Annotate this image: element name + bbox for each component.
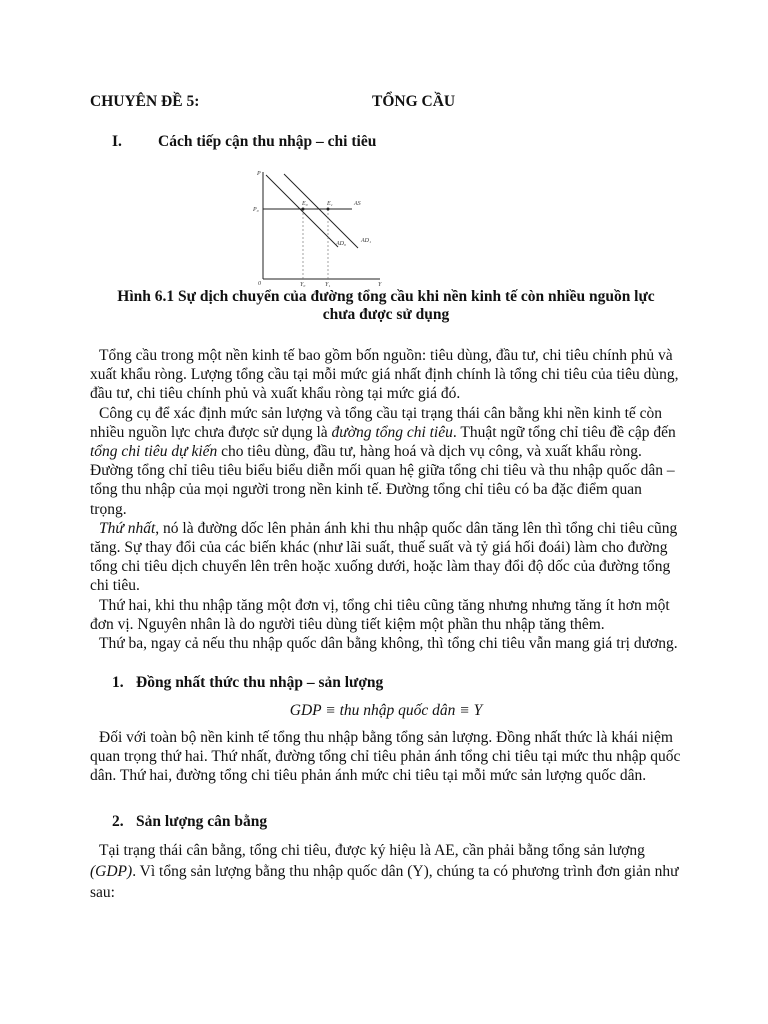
e0-point: [302, 208, 305, 211]
origin-label: 0: [258, 281, 261, 287]
section-numeral: I.: [112, 133, 122, 150]
paragraph-4: Thứ hai, khi thu nhập tăng một đơn vị, tổng chi tiêu cũng tăng nhưng nhưng tăng ít hơn một đơn vị. Nguyên nhân là do người tiêu dùng tiết kiệm một phần thu nhập tăng thêm.: [90, 596, 670, 633]
e1-label: E₁: [327, 201, 333, 207]
subsection-1-title: Đồng nhất thức thu nhập – sản lượng: [136, 674, 384, 691]
e1-point: [327, 208, 330, 211]
x-axis-label: Y: [378, 282, 382, 288]
ad0-curve: [266, 175, 338, 247]
figure-caption: [90, 288, 682, 324]
topic-label: CHUYÊN ĐỀ 5:: [90, 93, 200, 110]
subsection-2-number: 2.: [112, 813, 124, 830]
paragraph-3: Thứ nhất, nó là đường dốc lên phản ánh khi thu nhập quốc dân tăng lên thì tổng chi tiêu cũng tăng. Sự thay đổi của các biến khác (như lãi suất, thuế suất và tỷ giá hối đoái) làm cho đường tổng chi tiêu dịch chuyển lên trên hoặc xuống dưới, hoặc làm thay đổi độ dốc của đường tổng chi tiêu.: [90, 519, 678, 595]
figure-caption-line2: chưa được sử dụng: [322, 306, 450, 323]
subsection-2-body: Tại trạng thái cân bằng, tổng chi tiêu, được ký hiệu là AE, cần phải bằng tổng sản lượng (GDP). Vì tổng sản lượng bằng thu nhập quốc dân (Y), chúng ta có phương trình đơn giản như sau:: [90, 842, 679, 901]
paragraph-5: Thứ ba, ngay cả nếu thu nhập quốc dân bằng không, thì tổng chi tiêu vẫn mang giá trị dương.: [99, 635, 678, 653]
ad1-curve: [284, 174, 358, 248]
identity-formula: GDP ≡ thu nhập quốc dân ≡ Y: [289, 702, 483, 719]
subsection-1-body: Đối với toàn bộ nền kinh tế tổng thu nhập bằng tổng sản lượng. Đồng nhất thức là khái niệm quan trọng thứ hai. Thứ nhất, đường tổng chỉ tiêu phản ánh tổng chi tiêu tại mức thu nhập quốc dân. Thứ hai, đường tổng chi tiêu phản ánh mức chi tiêu tại mỗi mức sản lượng quốc dân.: [90, 729, 681, 785]
paragraph-1: Tổng cầu trong một nền kinh tế bao gồm bốn nguồn: tiêu dùng, đầu tư, chi tiêu chính phủ và xuất khẩu ròng. Lượng tổng cầu tại mỗi mức giá nhất định chính là tổng chi tiêu của tiêu dùng, đầu tư, chi tiêu chính phủ và xuất khẩu ròng tại mức giá đó.: [90, 347, 679, 403]
y1-label: Y₁: [325, 282, 331, 288]
p0-label: P₀: [253, 207, 259, 213]
term-gdp: (GDP): [90, 863, 133, 880]
term-planned-expenditure: tổng chi tiêu dự kiến: [90, 443, 218, 461]
figure-caption-line1: Hình 6.1 Sự dịch chuyển của đường tổng cầu khi nền kinh tế còn nhiều nguồn lực: [117, 288, 655, 305]
e0-label: E₀: [302, 201, 308, 207]
subsection-1-number: 1.: [112, 674, 124, 691]
ad0-label: AD₀: [336, 241, 347, 247]
as-label: AS: [354, 201, 361, 207]
body-text: [90, 346, 682, 653]
paragraph-2: Công cụ để xác định mức sản lượng và tổng cầu tại trạng thái cân bằng khi nền kinh tế còn nhiều nguồn lực chưa được sử dụng là đường tổng chi tiêu. Thuật ngữ tổng chỉ tiêu đề cập đến tổng chi tiêu dự kiến cho tiêu dùng, đầu tư, hàng hoá và dịch vụ công, và xuất khẩu ròng. Đường tổng chỉ tiêu tiêu biểu biểu diễn mối quan hệ giữa tổng chi tiêu và thu nhập quốc dân – tổng thu nhập của mọi người trong nền kinh tế. Đường tổng chỉ tiêu có ba đặc điểm quan trọng.: [90, 404, 676, 518]
page-title: TỔNG CẦU: [372, 93, 456, 110]
y-axis-label: P: [257, 171, 261, 177]
section-title: Cách tiếp cận thu nhập – chi tiêu: [158, 133, 377, 150]
ad1-label: AD₁: [361, 238, 372, 244]
figure-ad-shift: [252, 166, 388, 288]
term-aggregate-expenditure: đường tổng chi tiêu: [331, 423, 453, 441]
y0-label: Y₀: [300, 282, 306, 288]
subsection-2-title: Sản lượng cân bằng: [136, 813, 268, 830]
